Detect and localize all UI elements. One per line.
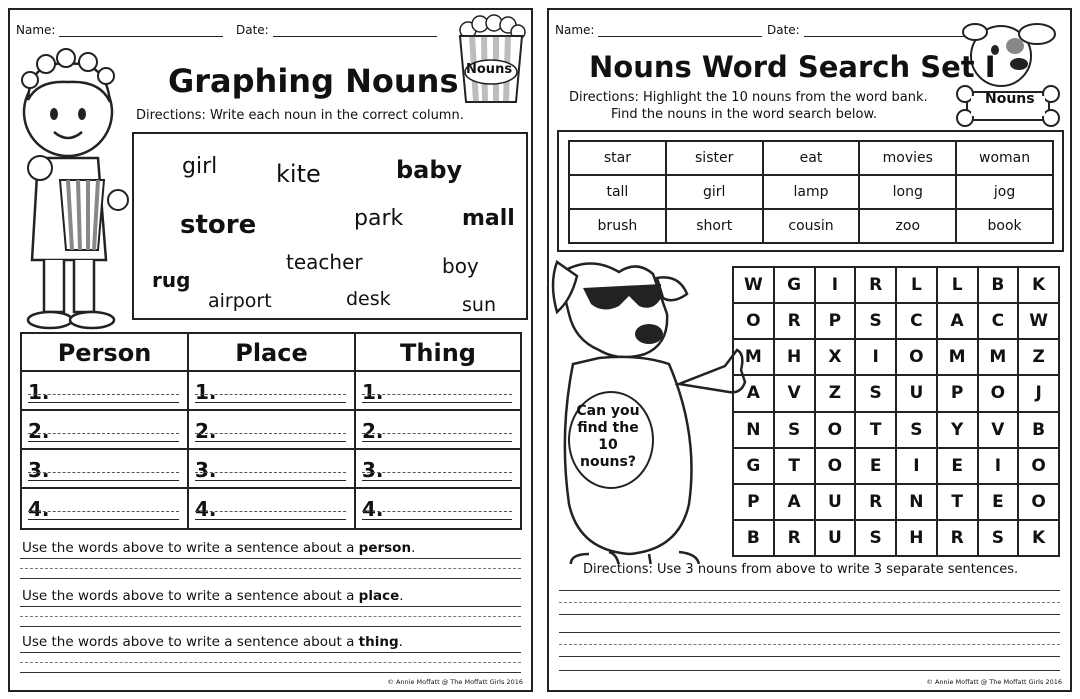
bank-word: woman — [957, 142, 1054, 176]
search-letter-cell[interactable]: A — [775, 485, 816, 521]
search-letter-cell[interactable]: R — [775, 304, 816, 340]
search-letter-cell[interactable]: B — [1019, 413, 1060, 449]
bank-word: short — [667, 210, 764, 244]
row-dashed-line — [362, 433, 512, 434]
directions: Directions: Write each noun in the correct column. — [136, 108, 464, 123]
search-letter-cell[interactable]: W — [734, 268, 775, 304]
search-letter-cell[interactable]: O — [979, 376, 1020, 412]
prompt-period: . — [411, 540, 416, 556]
bank-word: movies — [860, 142, 957, 176]
row-dashed-line — [195, 394, 346, 395]
bank-word: zoo — [860, 210, 957, 244]
writing-row[interactable] — [22, 411, 187, 450]
dog-speech-text — [575, 403, 641, 471]
search-letter-cell[interactable]: L — [938, 268, 979, 304]
search-letter-cell[interactable]: K — [1019, 268, 1060, 304]
bank-word: jog — [957, 176, 1054, 210]
sentence-prompt-place — [22, 588, 404, 604]
word-bank-grid — [568, 140, 1054, 244]
word-search-worksheet — [547, 8, 1072, 692]
row-number: 4. — [195, 497, 217, 521]
sentence-line[interactable] — [559, 670, 1060, 671]
search-letter-cell[interactable]: I — [979, 449, 1020, 485]
row-baseline — [362, 441, 512, 442]
word-teacher: teacher — [286, 250, 363, 274]
row-baseline — [362, 480, 512, 481]
search-letter-cell[interactable]: O — [897, 340, 938, 376]
search-letter-cell[interactable]: I — [816, 268, 857, 304]
search-letter-cell[interactable]: M — [734, 340, 775, 376]
search-letter-cell[interactable]: C — [897, 304, 938, 340]
row-dashed-line — [362, 394, 512, 395]
word-baby: baby — [396, 156, 463, 184]
search-letter-cell[interactable]: E — [938, 449, 979, 485]
search-letter-cell[interactable]: O — [816, 449, 857, 485]
search-letter-cell[interactable]: Y — [938, 413, 979, 449]
directions-bottom: Directions: Use 3 nouns from above to write 3 separate sentences. — [583, 562, 1019, 577]
bank-word: book — [957, 210, 1054, 244]
search-letter-cell[interactable]: P — [734, 485, 775, 521]
writing-row[interactable] — [22, 450, 187, 489]
search-letter-cell[interactable]: U — [897, 376, 938, 412]
search-letter-cell[interactable]: X — [816, 340, 857, 376]
search-letter-cell[interactable]: O — [1019, 485, 1060, 521]
prompt-period: . — [398, 634, 403, 650]
bank-word: lamp — [764, 176, 861, 210]
row-number: 2. — [28, 419, 50, 443]
date-label: Date: — [236, 23, 269, 37]
search-letter-cell[interactable]: E — [979, 485, 1020, 521]
search-letter-cell[interactable]: M — [979, 340, 1020, 376]
search-letter-cell[interactable]: V — [979, 413, 1020, 449]
search-letter-cell[interactable]: E — [856, 449, 897, 485]
row-dashed-line — [28, 472, 179, 473]
word-search-grid — [732, 266, 1060, 557]
word-bank — [557, 130, 1064, 252]
search-letter-cell[interactable]: S — [979, 521, 1020, 557]
row-dashed-line — [28, 511, 179, 512]
writing-row[interactable] — [189, 372, 354, 411]
column-person — [22, 334, 189, 528]
search-letter-cell[interactable]: H — [897, 521, 938, 557]
row-dashed-line — [28, 433, 179, 434]
column-header-thing: Thing — [356, 334, 520, 372]
name-label: Name: — [16, 23, 56, 37]
sentence-dashed-line — [559, 644, 1060, 645]
column-header-person: Person — [22, 334, 187, 372]
writing-row[interactable] — [356, 450, 520, 489]
bank-word: sister — [667, 142, 764, 176]
column-thing — [356, 334, 520, 528]
writing-row[interactable] — [22, 372, 187, 411]
row-number: 3. — [362, 458, 384, 482]
row-dashed-line — [362, 472, 512, 473]
sentence-prompt-thing — [22, 634, 403, 650]
word-airport: airport — [208, 290, 272, 312]
column-header-place: Place — [189, 334, 354, 372]
search-letter-cell[interactable]: S — [856, 521, 897, 557]
search-letter-cell[interactable]: N — [897, 485, 938, 521]
word-kite: kite — [276, 160, 321, 188]
search-letter-cell[interactable]: A — [734, 376, 775, 412]
search-letter-cell[interactable]: R — [856, 485, 897, 521]
bank-word: cousin — [764, 210, 861, 244]
word-store: store — [180, 210, 257, 240]
prompt-keyword: person — [358, 540, 412, 556]
search-letter-cell[interactable]: W — [1019, 304, 1060, 340]
boy-with-popcorn-illustration — [10, 40, 142, 332]
writing-row[interactable] — [22, 489, 187, 528]
name-line[interactable] — [59, 25, 223, 37]
sentence-line[interactable] — [559, 632, 1060, 633]
word-boy: boy — [442, 254, 479, 278]
search-letter-cell[interactable]: J — [1019, 376, 1060, 412]
row-baseline — [28, 480, 179, 481]
prompt-keyword: place — [358, 588, 400, 604]
row-number: 2. — [362, 419, 384, 443]
search-letter-cell[interactable]: B — [979, 268, 1020, 304]
search-letter-cell[interactable]: B — [734, 521, 775, 557]
row-number: 4. — [28, 497, 50, 521]
search-letter-cell[interactable]: H — [775, 340, 816, 376]
word-desk: desk — [346, 288, 391, 310]
name-field — [555, 23, 762, 37]
writing-row[interactable] — [189, 411, 354, 450]
row-number: 2. — [195, 419, 217, 443]
search-letter-cell[interactable]: T — [938, 485, 979, 521]
row-baseline — [362, 402, 512, 403]
search-letter-cell[interactable]: N — [734, 413, 775, 449]
speech-line: 10 — [598, 437, 618, 453]
sentence-line[interactable] — [20, 626, 521, 627]
search-letter-cell[interactable]: O — [1019, 449, 1060, 485]
row-baseline — [195, 441, 346, 442]
search-letter-cell[interactable]: S — [775, 413, 816, 449]
row-baseline — [362, 519, 512, 520]
bank-word: eat — [764, 142, 861, 176]
name-label: Name: — [555, 23, 595, 37]
bank-word: brush — [570, 210, 667, 244]
copyright: © Annie Moffatt @ The Moffatt Girls 2016 — [387, 678, 523, 686]
sentence-line[interactable] — [20, 606, 521, 607]
row-number: 1. — [28, 380, 50, 404]
row-number: 1. — [362, 380, 384, 404]
row-number: 3. — [28, 458, 50, 482]
writing-row[interactable] — [189, 489, 354, 528]
row-baseline — [28, 441, 179, 442]
search-letter-cell[interactable]: S — [897, 413, 938, 449]
row-number: 3. — [195, 458, 217, 482]
writing-row[interactable] — [356, 489, 520, 528]
row-baseline — [195, 519, 346, 520]
copyright: © Annie Moffatt @ The Moffatt Girls 2016 — [926, 678, 1062, 686]
word-park: park — [354, 206, 404, 231]
row-dashed-line — [195, 472, 346, 473]
sentence-dashed-line — [20, 662, 521, 663]
row-baseline — [195, 402, 346, 403]
word-rug: rug — [152, 268, 191, 292]
search-letter-cell[interactable]: O — [816, 413, 857, 449]
search-letter-cell[interactable]: P — [816, 304, 857, 340]
prompt-keyword: thing — [358, 634, 399, 650]
search-letter-cell[interactable]: S — [856, 304, 897, 340]
name-line[interactable] — [598, 25, 762, 37]
bank-word: girl — [667, 176, 764, 210]
search-letter-cell[interactable]: R — [775, 521, 816, 557]
directions-line-2: Find the nouns in the word search below. — [611, 107, 878, 122]
writing-row[interactable] — [356, 411, 520, 450]
sentence-line[interactable] — [20, 578, 521, 579]
speech-line: Can you — [576, 403, 640, 419]
sentence-line[interactable] — [559, 656, 1060, 657]
sentence-line[interactable] — [559, 614, 1060, 615]
date-field — [236, 23, 437, 37]
search-letter-cell[interactable]: M — [938, 340, 979, 376]
prompt-text: Use the words above to write a sentence about a — [22, 540, 359, 556]
search-letter-cell[interactable]: I — [856, 340, 897, 376]
search-letter-cell[interactable]: U — [816, 485, 857, 521]
page-title: Nouns Word Search Set I — [589, 50, 996, 84]
search-letter-cell[interactable]: Z — [1019, 340, 1060, 376]
search-letter-cell[interactable]: R — [856, 268, 897, 304]
bank-word: star — [570, 142, 667, 176]
writing-row[interactable] — [189, 450, 354, 489]
sentence-dashed-line — [20, 616, 521, 617]
sentence-prompt-person — [22, 540, 415, 556]
search-letter-cell[interactable]: T — [856, 413, 897, 449]
row-baseline — [28, 519, 179, 520]
speech-line: nouns? — [580, 454, 636, 470]
column-place — [189, 334, 356, 528]
sentence-line[interactable] — [20, 672, 521, 673]
search-letter-cell[interactable]: R — [938, 521, 979, 557]
sentence-line[interactable] — [559, 590, 1060, 591]
search-letter-cell[interactable]: A — [938, 304, 979, 340]
search-letter-cell[interactable]: P — [938, 376, 979, 412]
prompt-text: Use the words above to write a sentence about a — [22, 634, 359, 650]
date-line[interactable] — [273, 25, 437, 37]
date-label: Date: — [767, 23, 800, 37]
search-letter-cell[interactable]: V — [775, 376, 816, 412]
word-girl: girl — [182, 154, 218, 179]
search-letter-cell[interactable]: T — [775, 449, 816, 485]
row-baseline — [28, 402, 179, 403]
row-number: 1. — [195, 380, 217, 404]
bank-word: tall — [570, 176, 667, 210]
bank-word: long — [860, 176, 957, 210]
row-dashed-line — [362, 511, 512, 512]
noun-sort-table — [20, 332, 522, 530]
popcorn-bucket-icon — [454, 14, 528, 106]
search-letter-cell[interactable]: S — [856, 376, 897, 412]
search-letter-cell[interactable]: U — [816, 521, 857, 557]
name-field — [16, 23, 223, 37]
graphing-nouns-worksheet — [8, 8, 533, 692]
search-letter-cell[interactable]: K — [1019, 521, 1060, 557]
search-letter-cell[interactable]: G — [775, 268, 816, 304]
page-title: Graphing Nouns — [168, 62, 459, 100]
row-baseline — [195, 480, 346, 481]
search-letter-cell[interactable]: L — [897, 268, 938, 304]
date-field — [767, 23, 964, 37]
search-letter-cell[interactable]: I — [897, 449, 938, 485]
row-dashed-line — [28, 394, 179, 395]
row-dashed-line — [195, 433, 346, 434]
row-dashed-line — [195, 511, 346, 512]
search-letter-cell[interactable]: C — [979, 304, 1020, 340]
sentence-line[interactable] — [20, 558, 521, 559]
date-line[interactable] — [804, 25, 964, 37]
prompt-period: . — [399, 588, 404, 604]
nouns-badge-label: Nouns — [985, 91, 1035, 107]
search-letter-cell[interactable]: G — [734, 449, 775, 485]
nouns-badge-label: Nouns — [466, 62, 513, 77]
directions-line-1: Directions: Highlight the 10 nouns from the word bank. — [569, 90, 928, 105]
writing-row[interactable] — [356, 372, 520, 411]
speech-line: find the — [577, 420, 639, 436]
search-letter-cell[interactable]: O — [734, 304, 775, 340]
sentence-line[interactable] — [20, 652, 521, 653]
word-sun: sun — [462, 294, 496, 316]
word-mall: mall — [462, 206, 515, 231]
sentence-dashed-line — [559, 602, 1060, 603]
row-number: 4. — [362, 497, 384, 521]
noun-word-box — [132, 132, 528, 320]
search-letter-cell[interactable]: Z — [816, 376, 857, 412]
prompt-text: Use the words above to write a sentence about a — [22, 588, 359, 604]
sentence-dashed-line — [20, 568, 521, 569]
